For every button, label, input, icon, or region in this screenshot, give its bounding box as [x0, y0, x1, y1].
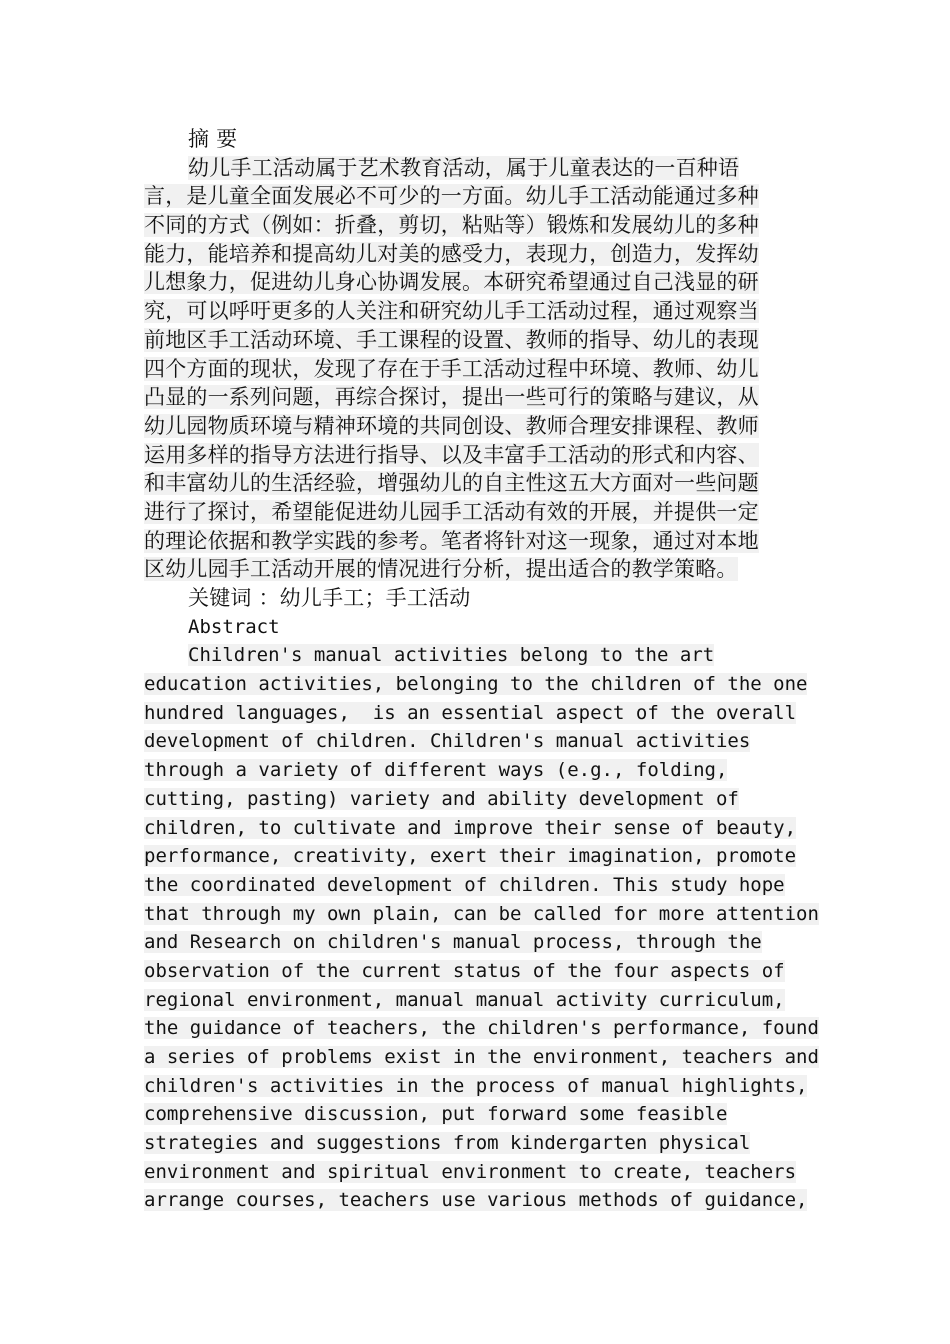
- abstract-en-line-16: children's activities in the process of manual highlights,: [144, 1074, 808, 1097]
- abstract-en-line-4: development of children. Children's manual activities: [144, 730, 751, 753]
- abstract-en-line-8: performance, creativity, exert their imagination, promote: [144, 845, 797, 868]
- abstract-en-line-10: that through my own plain, can be called for more attention: [144, 902, 819, 925]
- abstract-en-line-5: through a variety of different ways (e.g., folding,: [144, 759, 728, 782]
- abstract-cn-line-6: 究，可以呼吁更多的人关注和研究幼儿手工活动过程，通过观察当: [144, 299, 759, 324]
- abstract-en-line-11: and Research on children's manual process, through the: [144, 931, 762, 954]
- abstract-cn-line-4: 能力，能培养和提高幼儿对美的感受力，表现力，创造力，发挥幼: [144, 241, 759, 266]
- abstract-cn-line-5: 儿想象力，促进幼儿身心协调发展。本研究希望通过自己浅显的研: [144, 270, 759, 295]
- abstract-en-line-7: children, to cultivate and improve their sense of beauty,: [144, 816, 797, 839]
- abstract-cn-line-7: 前地区手工活动环境、手工课程的设置、教师的指导、幼儿的表现: [144, 327, 759, 352]
- abstract-cn-line-9: 凸显的一系列问题，再综合探讨，提出一些可行的策略与建议，从: [144, 385, 759, 410]
- abstract-en-line-17: comprehensive discussion, put forward some feasible: [144, 1103, 728, 1126]
- abstract-en-line-3: hundred languages, is an essential aspect of the overall: [144, 701, 797, 724]
- abstract-cn-line-3: 不同的方式（例如：折叠，剪切，粘贴等）锻炼和发展幼儿的多种: [144, 213, 759, 238]
- abstract-en-line-15: a series of problems exist in the environment, teachers and: [144, 1046, 819, 1068]
- abstract-cn-line-14: 的理论依据和教学实践的参考。笔者将针对这一现象，通过对本地: [144, 528, 759, 553]
- abstract-en-line-18: strategies and suggestions from kindergarten physical: [144, 1132, 751, 1155]
- abstract-en-line-2: education activities, belonging to the children of the one: [144, 673, 808, 696]
- abstract-heading-en: Abstract: [188, 615, 280, 638]
- abstract-cn-line-15: 区幼儿园手工活动开展的情况进行分析，提出适合的教学策略。: [144, 557, 738, 582]
- abstract-cn-line-12: 和丰富幼儿的生活经验，增强幼儿的自主性这五大方面对一些问题: [144, 471, 759, 496]
- abstract-cn-line-11: 运用多样的指导方法进行指导、以及丰富手工活动的形式和内容、: [144, 442, 759, 467]
- abstract-en-line-20: arrange courses, teachers use various methods of guidance,: [144, 1189, 808, 1212]
- abstract-en-line-9: the coordinated development of children. This study hope: [144, 873, 785, 896]
- abstract-en-line-14: the guidance of teachers, the children's performance, found: [144, 1017, 819, 1040]
- abstract-cn-line-13: 进行了探讨，希望能促进幼儿园手工活动有效的开展，并提供一定: [144, 499, 759, 524]
- abstract-en-line-1: Children's manual activities belong to the art: [188, 644, 715, 667]
- document-body: [144, 125, 819, 1215]
- abstract-cn-line-1: 幼儿手工活动属于艺术教育活动，属于儿童表达的一百种语: [188, 155, 740, 180]
- abstract-heading-cn: 摘 要: [188, 127, 238, 151]
- abstract-en-line-13: regional environment, manual manual activity curriculum,: [144, 988, 785, 1011]
- abstract-cn-line-8: 四个方面的现状，发现了存在于手工活动过程中环境、教师、幼儿: [144, 356, 759, 381]
- abstract-en-line-19: environment and spiritual environment to create, teachers: [144, 1160, 797, 1183]
- abstract-cn-line-10: 幼儿园物质环境与精神环境的共同创设、教师合理安排课程、教师: [144, 413, 759, 438]
- abstract-cn-line-2: 言，是儿童全面发展必不可少的一方面。幼儿手工活动能通过多种: [144, 184, 759, 209]
- keywords-cn: 关键词 ：幼儿手工；手工活动: [188, 586, 471, 610]
- abstract-en-line-6: cutting, pasting) variety and ability development of: [144, 787, 739, 810]
- abstract-en-line-12: observation of the current status of the four aspects of: [144, 959, 785, 982]
